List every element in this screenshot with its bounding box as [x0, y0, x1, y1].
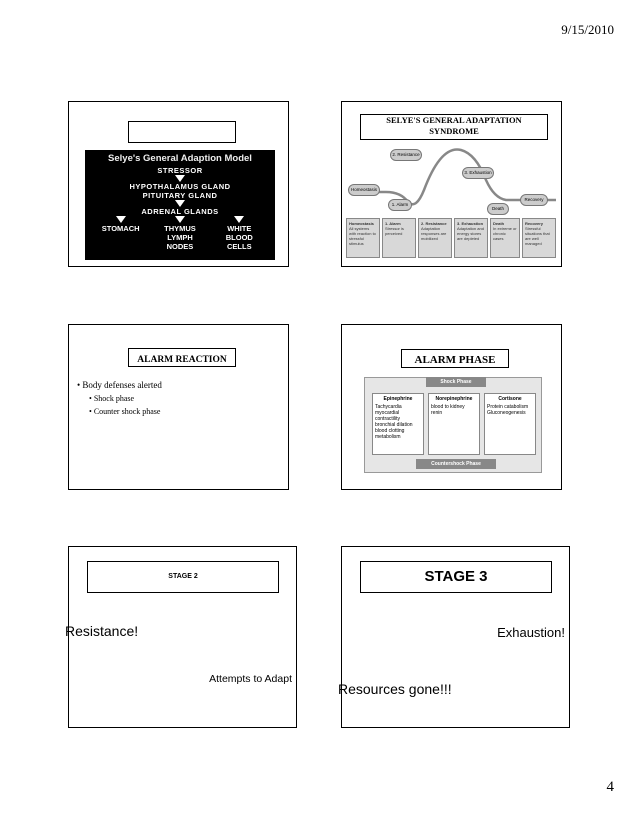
slide-2-title-line1: SELYE'S GENERAL ADAPTATION: [386, 115, 522, 125]
page-number: 4: [606, 779, 614, 795]
slide-6-title-box: [360, 561, 552, 593]
slide-4-title: ALARM PHASE: [414, 354, 496, 366]
label-recovery: Recovery: [520, 194, 548, 206]
hormone-column: [484, 393, 536, 455]
slide-4: [341, 324, 562, 490]
slide-1-title-box: [128, 121, 236, 143]
slide-6-text-left: Resources gone!!!: [338, 681, 452, 697]
arrow-down-icon: [234, 216, 244, 224]
hormone-heading: Epinephrine: [383, 396, 413, 402]
label-resistance: 2. Resistance: [390, 149, 422, 161]
stage-text: Stressful situations that are well managed: [525, 226, 550, 246]
effect-item: blood to kidney: [431, 404, 465, 410]
slide-2: [341, 101, 562, 267]
model-target: [155, 224, 205, 251]
arrow-down-icon: [175, 216, 185, 224]
slide-5-text-right: Attempts to Adapt: [209, 673, 292, 685]
stage-text: All systems with reaction to stressful stimulus: [349, 226, 376, 246]
effect-item: blood clotting: [375, 428, 405, 434]
stage-box: [490, 218, 520, 258]
model-target: [96, 224, 146, 251]
stage-text: Adaptation and energy stores are depleted: [457, 226, 484, 241]
slide-6-title: STAGE 3: [424, 568, 488, 585]
arrow-down-icon: [116, 216, 126, 224]
sub-bullet-item: • Counter shock phase: [89, 407, 161, 416]
effect-item: Gluconeogenesis: [487, 410, 526, 416]
adaptation-model-figure: [85, 150, 275, 260]
model-hypothalamus: HYPOTHALAMUS GLAND: [129, 182, 231, 191]
slide-4-title-box: [401, 349, 509, 368]
slide-3-title: ALARM REACTION: [137, 355, 227, 365]
stage-title: 2. Resistance: [421, 221, 447, 226]
stage-box: [346, 218, 380, 258]
stage-box: [382, 218, 416, 258]
slide-3-bullets: [77, 380, 162, 416]
slide-5: [65, 546, 297, 728]
model-adrenal: ADRENAL GLANDS: [141, 207, 219, 216]
label-homeostasis: Homeostasis: [348, 184, 380, 196]
label-exhaustion: 3. Exhaustion: [462, 167, 494, 179]
stage-title: Recovery: [525, 221, 544, 226]
stage-box: [418, 218, 452, 258]
bullet-text: Body defenses alerted: [82, 380, 162, 390]
slide-1: [68, 101, 289, 267]
slide-6: [338, 546, 570, 728]
sub-bullet-text: Counter shock phase: [93, 407, 161, 416]
shock-phase-band: Shock Phase: [426, 377, 486, 387]
model-targets: [85, 224, 275, 251]
sub-bullet-item: • Shock phase: [89, 394, 135, 403]
stage-text: In extreme or chronic cases: [493, 226, 517, 241]
model-target-top: THYMUS: [164, 224, 196, 233]
model-target-top: STOMACH: [101, 224, 140, 233]
hormone-heading: Cortisone: [498, 396, 522, 402]
slide-3: [68, 324, 289, 490]
arrow-down-icon: [85, 175, 275, 182]
countershock-phase-band: Countershock Phase: [416, 459, 496, 469]
stage-box: [522, 218, 556, 258]
hormone-column: [372, 393, 424, 455]
stage-title: Homeostasis: [349, 221, 374, 226]
sub-bullet-text: Shock phase: [93, 394, 135, 403]
document-date: 9/15/2010: [561, 22, 614, 37]
stage-title: 1. Alarm: [385, 221, 401, 226]
slide-5-text-left: Resistance!: [65, 623, 139, 639]
stage-title: Death: [493, 221, 505, 226]
slide-5-title: STAGE 2: [168, 573, 198, 580]
effect-item: Tachycardia: [375, 404, 402, 410]
bullet-item: • Body defenses alerted: [77, 380, 162, 390]
effect-item: renin: [431, 410, 443, 416]
label-alarm: 1. Alarm: [388, 199, 412, 211]
stage-box: [454, 218, 488, 258]
effect-item: myocardial contractility: [375, 410, 401, 422]
hormone-heading: Norepinephrine: [435, 396, 473, 402]
slide-2-title-box: [360, 114, 548, 140]
model-target-bottom: BLOOD CELLS: [225, 233, 253, 251]
label-death: Death: [487, 203, 509, 215]
effect-item: bronchial dilation: [375, 422, 413, 428]
effect-item: Protein catabolism: [487, 404, 529, 410]
model-target: [214, 224, 264, 251]
slide-6-text-right: Exhaustion!: [497, 625, 565, 640]
arrow-down-icon: [85, 200, 275, 207]
slide-3-title-box: [128, 348, 236, 367]
hormone-column: [428, 393, 480, 455]
stage-title: 3. Exhaustion: [457, 221, 484, 226]
stage-text: Stressor is perceived: [385, 226, 404, 236]
model-target-bottom: LYMPH NODES: [166, 233, 194, 251]
model-pituitary: PITUITARY GLAND: [142, 191, 218, 200]
model-heading: Selye's General Adaption Model: [108, 153, 252, 164]
effect-item: metabolism: [375, 434, 401, 440]
stage-text: Adaptation responses are mobilized: [421, 226, 447, 241]
slide-2-title-line2: SYNDROME: [429, 126, 479, 136]
model-target-top: WHITE: [227, 224, 252, 233]
slide-5-title-box: [87, 561, 279, 593]
model-stressor: STRESSOR: [157, 166, 203, 175]
model-arrow-row: [85, 216, 275, 224]
